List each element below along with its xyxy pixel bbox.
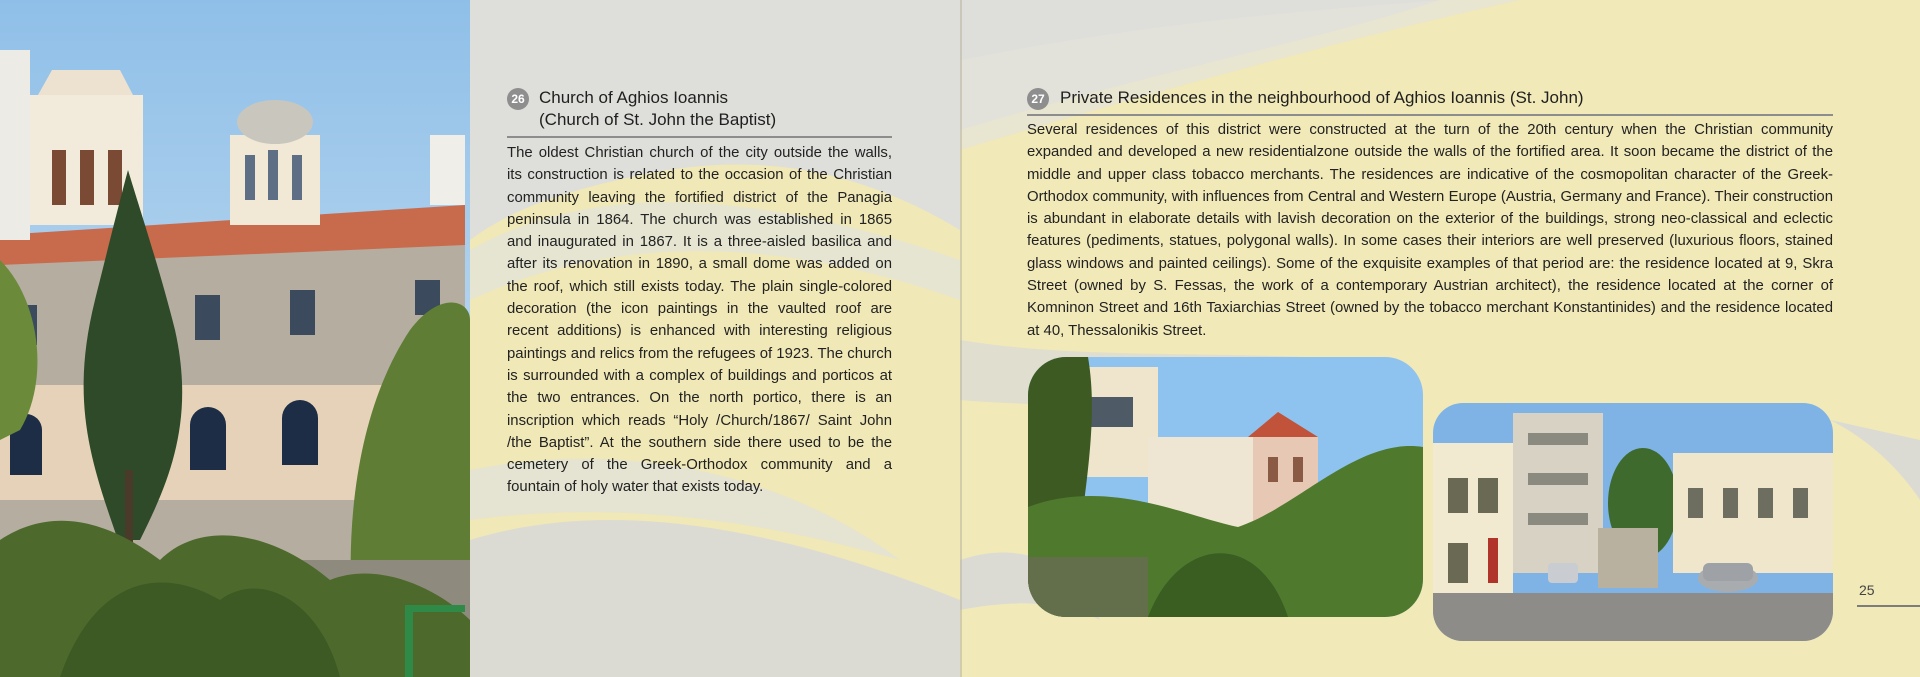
title-line-2: (Church of St. John the Baptist) (539, 110, 777, 129)
section-number-badge (1027, 88, 1049, 110)
section-number: 27 (1031, 92, 1045, 106)
church-photo (0, 0, 470, 677)
left-section-paragraph: The oldest Christian church of the city outside the walls, its construction is related to the occasion of the Christian community leaving the fortified district of the Panagia peninsula in 1864. The church was established in 1865 and inaugurated in 1867. It is a three-aisled basilica and after its renovation in 1890, a small dome was added on the roof, which still exists today. The plain single-colored decoration (the icon paintings in the vaulted roof are recent additions) is enhanced with interesting religious paintings and relics from the refugees of 1923. The church is surrounded with a complex of buildings and porticos at the two entrances. On the north portico, there is an inscription which reads “Holy /Church/1867/ Saint John /the Baptist”. At the southern side there used to be the cemetery of the Greek-Orthodox community and a fountain of holy water that exists today. (507, 145, 892, 496)
title-line-1: Church of Aghios Ioannis (539, 88, 729, 107)
title-rule (507, 136, 892, 138)
residences-photo-hillside (1028, 357, 1423, 617)
residences-photo-street (1433, 403, 1833, 641)
title-rule (1027, 114, 1833, 116)
right-section-paragraph: Several residences of this district were constructed at the turn of the 20th century when the Christian community expanded and developed a new residentialzone outside the walls of the fortified area. It soon became the district of the middle and upper class tobacco merchants. The residences are indicative of the cosmopolitan character of the Greek-Orthodox community, with influences from Central and Western Europe (Austria, Germany and France). Their construction is abundant in elaborate details with lavish decoration on the exterior of the buildings, strong neo-classical and eclectic features (pediments, statues, polygonal walls). In some cases their interiors are well preserved (luxurious floors, stained glass windows and painted ceilings). Some of the exquisite examples of that period are: the residence located at 9, Skra Street (owned by S. Fessas, the work of a contemporary Austrian architect), the residence located at the corner of Komninon Street and 16th Taxiarchias Street (owned by the tobacco merchant Konstantinides) and the residence located at 40, Thessalonikis Street. (1027, 122, 1833, 339)
page-number: 25 (1859, 582, 1875, 598)
left-section-title (539, 87, 899, 131)
right-section-title: Private Residences in the neighbourhood of Aghios Ioannis (St. John) (1060, 88, 1584, 107)
section-number: 26 (511, 92, 525, 106)
right-page (960, 0, 1920, 677)
section-number-badge (507, 88, 529, 110)
page-fold (960, 0, 962, 677)
page-edge-line (1857, 605, 1920, 607)
